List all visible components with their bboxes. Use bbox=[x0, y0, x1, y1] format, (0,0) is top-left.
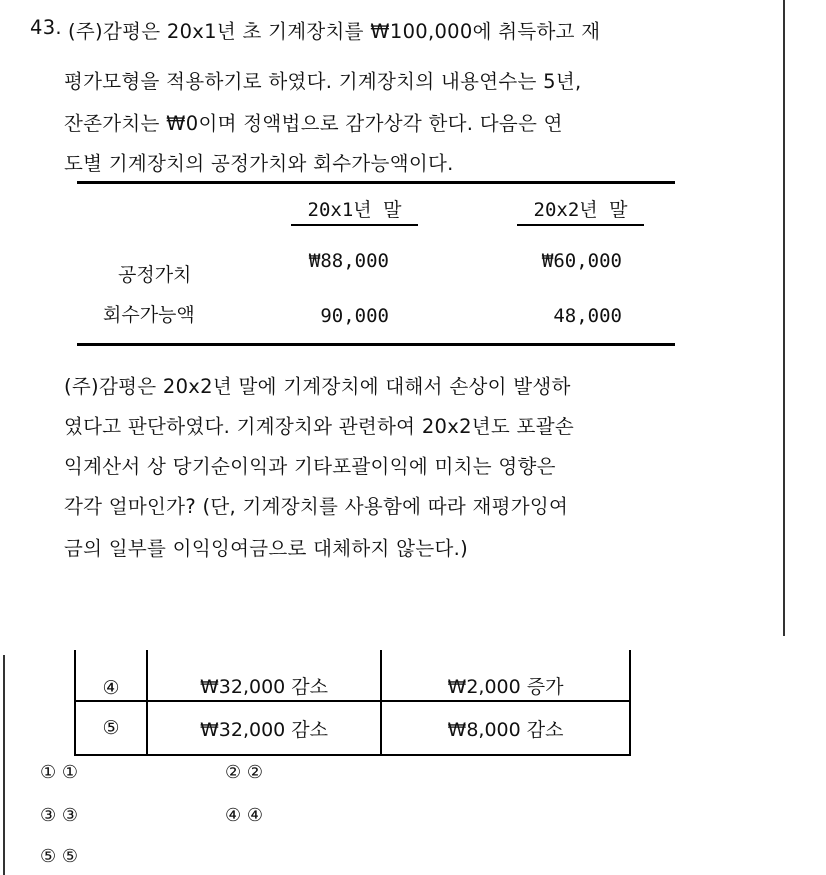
recoverable-20x1: 90,000 bbox=[320, 305, 389, 327]
table-row bbox=[75, 701, 630, 755]
option-4[interactable]: ④ ④ bbox=[225, 805, 263, 826]
fair-value-20x2: ₩60,000 bbox=[541, 250, 622, 272]
followup-line: 금의 일부를 이익잉여금으로 대체하지 않는다.) bbox=[64, 537, 469, 560]
option-3[interactable]: ③ ③ bbox=[40, 805, 78, 826]
row-label-fair-value: 공정가치 bbox=[118, 264, 192, 286]
question-number: 43. bbox=[30, 16, 62, 39]
followup-line: 각각 얼마인가? (단, 기계장치를 사용함에 따라 재평가잉여 bbox=[64, 495, 569, 518]
followup-line: (주)감평은 20x2년 말에 기계장치에 대해서 손상이 발생하 bbox=[64, 375, 571, 398]
option-1[interactable]: ① ① bbox=[40, 762, 78, 783]
table-top-rule bbox=[77, 181, 675, 184]
question-line: 잔존가치는 ₩0이며 정액법으로 감가상각 한다. 다음은 연 bbox=[64, 112, 563, 135]
oci-effect: ₩2,000 증가 bbox=[381, 650, 630, 701]
table-row bbox=[75, 650, 630, 701]
recoverable-20x2: 48,000 bbox=[553, 305, 622, 327]
net-income-effect: ₩32,000 감소 bbox=[147, 701, 381, 755]
oci-effect: ₩8,000 감소 bbox=[381, 701, 630, 755]
followup-line: 익계산서 상 당기순이익과 기타포괄이익에 미치는 영향은 bbox=[64, 455, 556, 478]
option-5[interactable]: ⑤ ⑤ bbox=[40, 846, 78, 867]
question-line: 도별 기계장치의 공정가치와 회수가능액이다. bbox=[64, 152, 454, 175]
choice-num: ⑤ bbox=[75, 701, 147, 755]
header-20x2: 20x2년 말 bbox=[517, 195, 644, 226]
row-label-recoverable: 회수가능액 bbox=[103, 304, 195, 326]
table-bottom-rule bbox=[77, 343, 675, 346]
choice-num: ④ bbox=[75, 650, 147, 701]
followup-line: 였다고 판단하였다. 기계장치와 관련하여 20x2년도 포괄손 bbox=[64, 415, 574, 438]
choice-table bbox=[74, 650, 631, 756]
fair-value-20x1: ₩88,000 bbox=[308, 250, 389, 272]
page-border-right bbox=[783, 0, 785, 636]
header-20x1: 20x1년 말 bbox=[291, 195, 418, 226]
net-income-effect: ₩32,000 감소 bbox=[147, 650, 381, 701]
question-line: (주)감평은 20x1년 초 기계장치를 ₩100,000에 취득하고 재 bbox=[68, 20, 601, 43]
choice-table-region bbox=[0, 650, 826, 875]
option-2[interactable]: ② ② bbox=[225, 762, 263, 783]
question-line: 평가모형을 적용하기로 하였다. 기계장치의 내용연수는 5년, bbox=[64, 70, 582, 93]
